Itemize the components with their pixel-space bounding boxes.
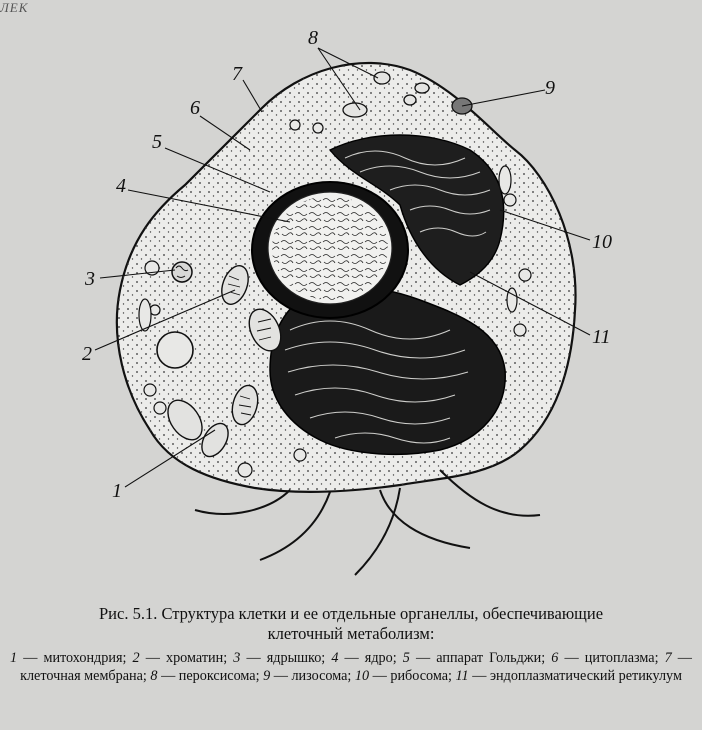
nucleolus	[172, 262, 192, 282]
label-8: 8	[308, 27, 318, 49]
legend-item: 6 — цитоплазма;	[551, 650, 665, 666]
vacuole	[157, 332, 193, 368]
caption-title-line1: Структура клетки и ее отдельные органеллы, обеспечивающие	[161, 604, 604, 623]
caption-legend	[10, 650, 692, 685]
label-2: 2	[82, 343, 92, 365]
label-5: 5	[152, 131, 162, 153]
label-9: 9	[545, 77, 555, 99]
label-4: 4	[116, 175, 126, 197]
legend-item: 4 — ядро;	[331, 650, 403, 666]
label-1: 1	[112, 480, 122, 502]
legend-item: 5 — аппарат Гольджи;	[402, 650, 552, 666]
figure-caption	[10, 604, 692, 685]
label-7: 7	[232, 63, 242, 85]
label-11: 11	[592, 326, 611, 348]
legend-item: 3 — ядрышко;	[233, 650, 332, 666]
caption-title	[10, 604, 692, 644]
legend-item: 10 — рибосома;	[354, 667, 456, 684]
legend-item: 9 — лизосома;	[263, 667, 355, 684]
label-10: 10	[592, 231, 612, 253]
legend-item: 1 — митохондрия;	[10, 650, 133, 666]
label-6: 6	[190, 97, 200, 119]
corner-handwriting: ЛЕК	[0, 0, 29, 15]
label-3: 3	[85, 268, 95, 290]
caption-prefix: Рис. 5.1.	[98, 604, 158, 623]
legend-item: 7 — клеточная мембрана;	[20, 650, 692, 684]
caption-title-line2: клеточный метаболизм:	[267, 624, 435, 643]
legend-item: 8 — пероксисома;	[150, 667, 264, 684]
legend-item: 2 — хроматин;	[132, 650, 234, 666]
legend-item: 11 — эндоплазматический ретикулум	[455, 667, 682, 684]
chromatin	[272, 196, 388, 300]
